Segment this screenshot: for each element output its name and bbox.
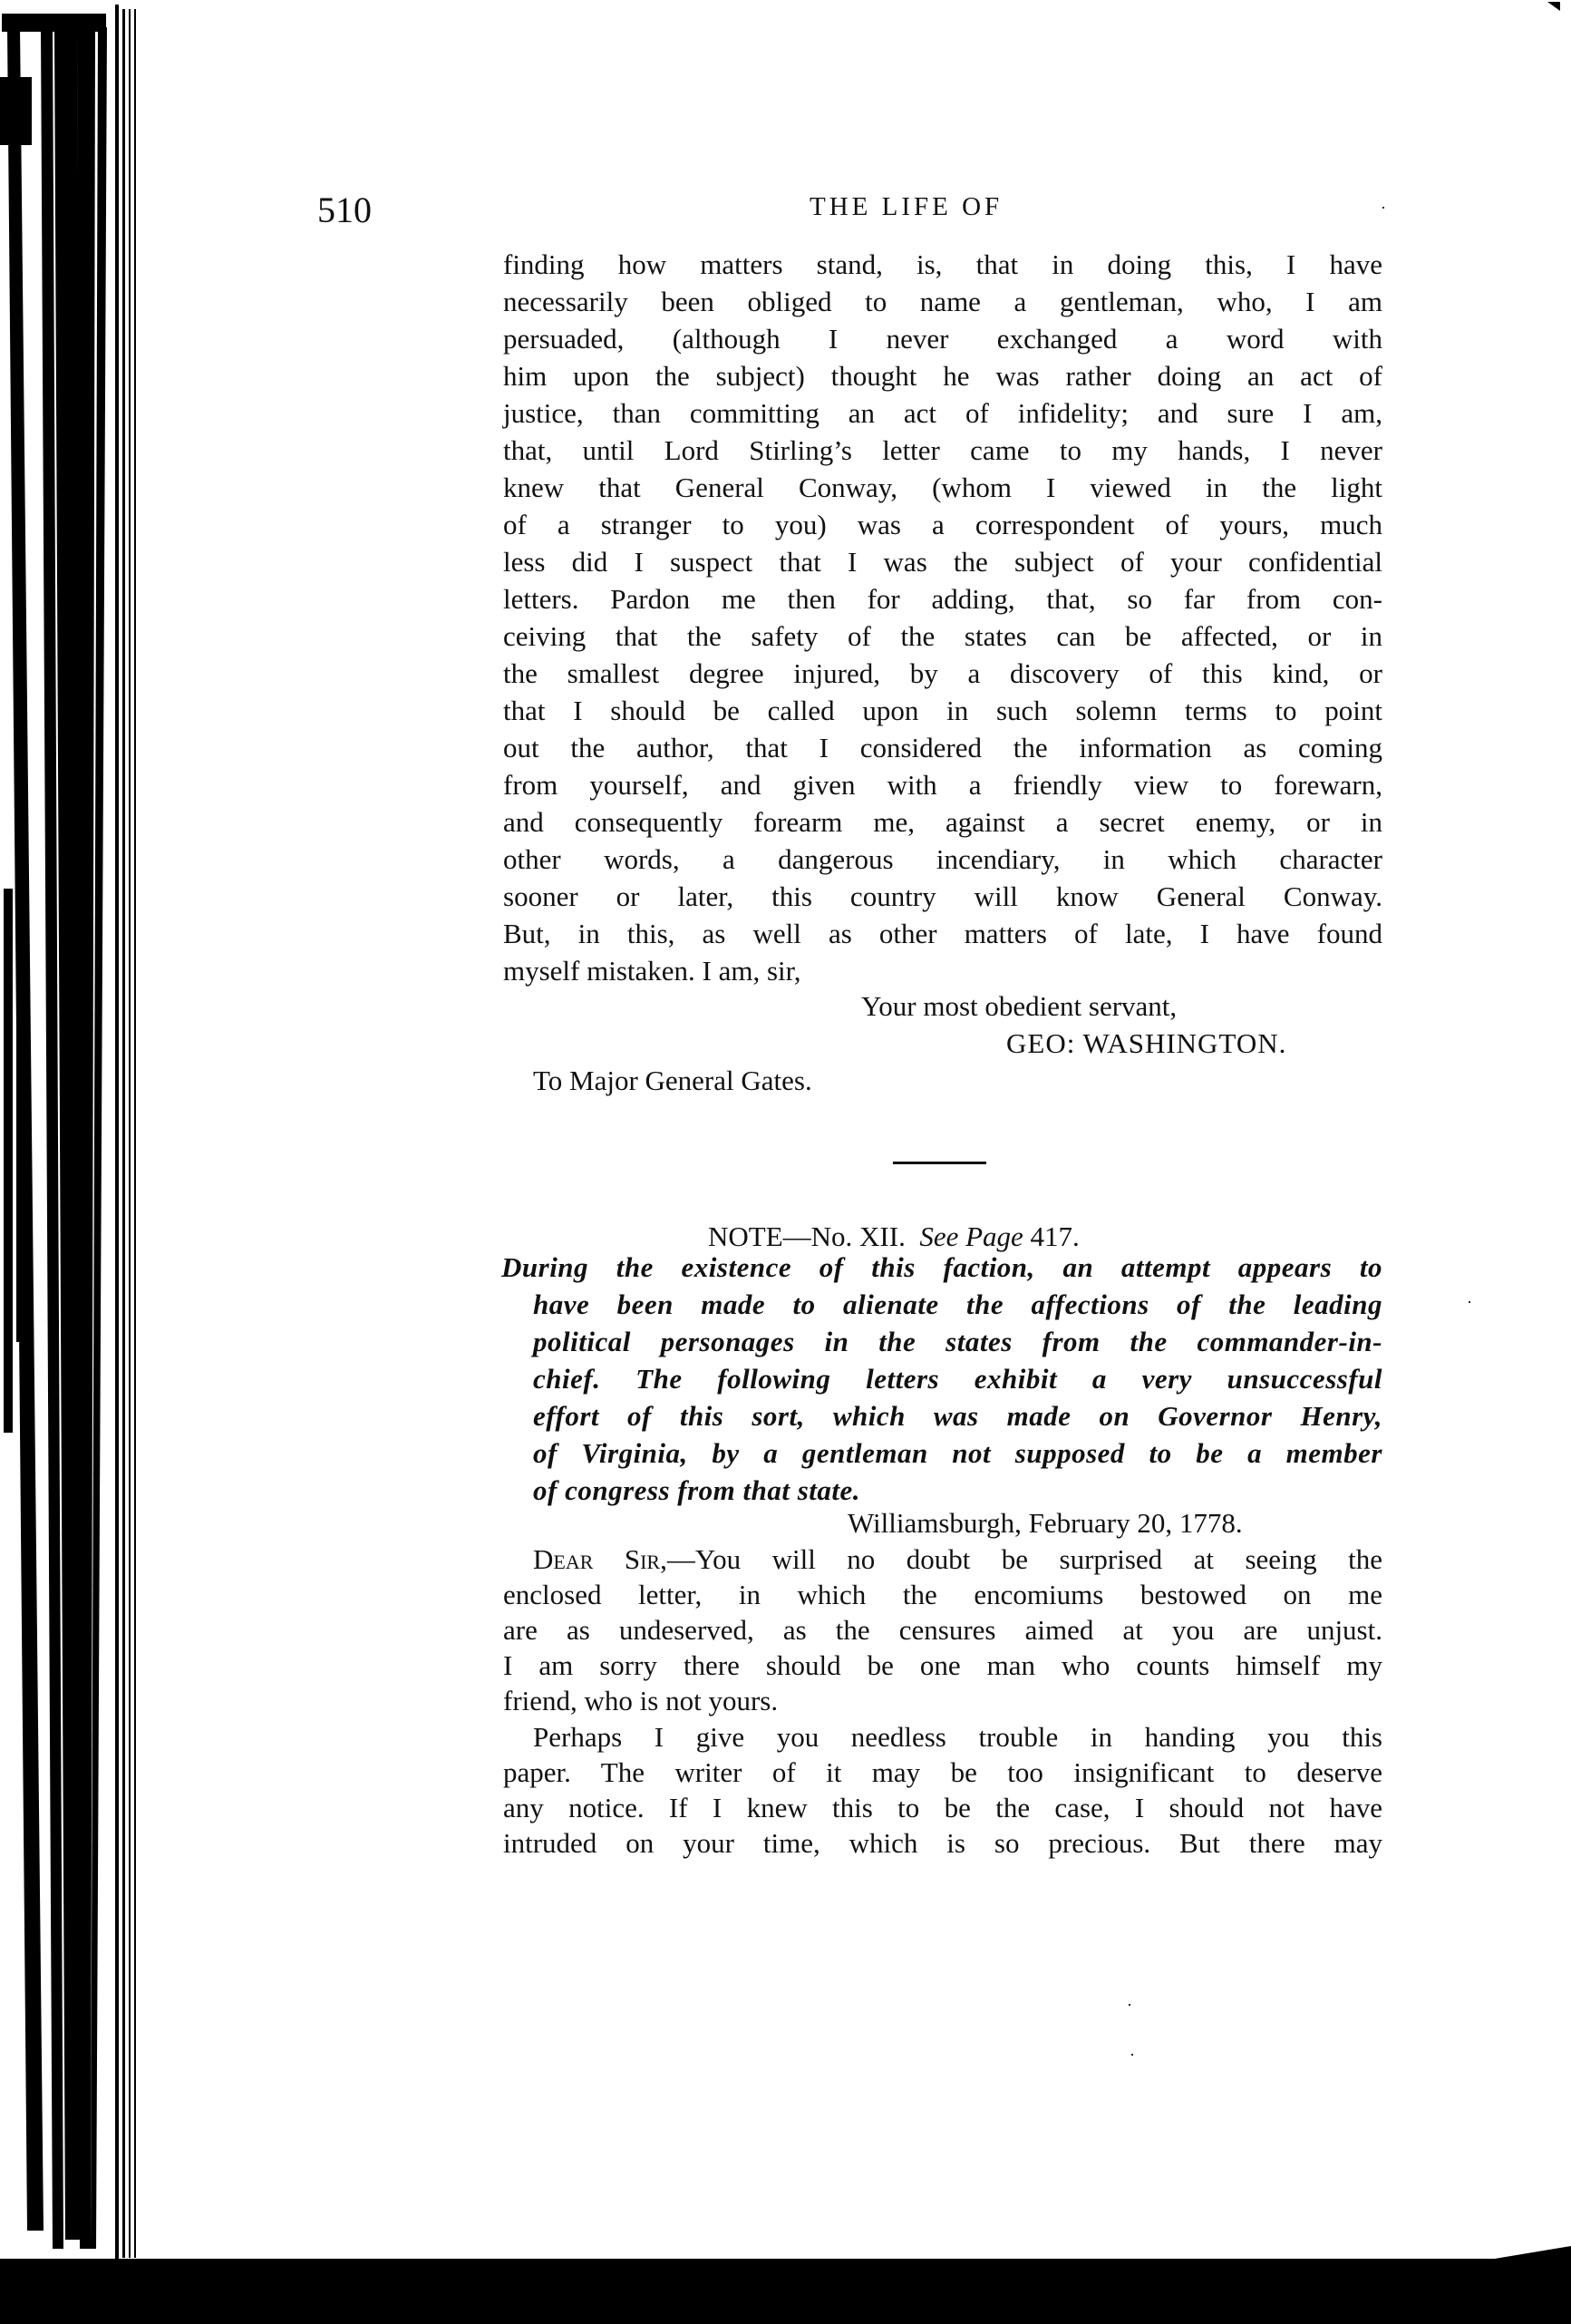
note-heading	[708, 1220, 1080, 1253]
text-line: any notice. If I knew this to be the case, I should not have	[503, 1792, 1382, 1823]
scan-speck	[1469, 1301, 1470, 1303]
text-line: that, until Lord Stirling’s letter came to my hands, I never	[503, 434, 1382, 466]
text-line: and consequently forearm me, against a secret enemy, or in	[503, 806, 1382, 838]
text-line: necessarily been obliged to name a gentleman, who, I am	[503, 286, 1382, 317]
scan-corner-mark	[1547, 2, 1560, 11]
scan-bottom-edge-corner	[1462, 2246, 1571, 2264]
letter-salutation: Dear Sir,	[533, 1543, 667, 1575]
text-line: persuaded, (although I never exchanged a word with	[503, 323, 1382, 355]
letter-addressee: To Major General Gates.	[533, 1065, 812, 1096]
text-line: myself mistaken. I am, sir,	[503, 955, 801, 987]
text-line: political personages in the states from the commander-in-	[533, 1326, 1382, 1357]
text-line: out the author, that I considered the information as coming	[503, 732, 1382, 763]
text-line: intruded on your time, which is so precious. But there may	[503, 1827, 1382, 1859]
text-line: from yourself, and given with a friendly view to forewarn,	[503, 769, 1382, 801]
text-line: finding how matters stand, is, that in doing this, I have	[503, 248, 1382, 280]
text-line: enclosed letter, in which the encomiums bestowed on me	[503, 1579, 1382, 1610]
text-line: knew that General Conway, (whom I viewed in the light	[503, 472, 1382, 503]
scan-speck	[1382, 207, 1384, 209]
letter-dateline: Williamsburgh, February 20, 1778.	[848, 1507, 1243, 1539]
text-line: that I should be called upon in such solemn terms to point	[503, 695, 1382, 726]
text-line: ceiving that the safety of the states can be affected, or in	[503, 620, 1382, 652]
letter-closing: Your most obedient servant,	[861, 990, 1178, 1022]
note-see-page-label: See Page	[919, 1220, 1023, 1252]
text-line: friend, who is not yours.	[503, 1685, 779, 1716]
section-divider	[893, 1162, 986, 1164]
text-line: letters. Pardon me then for adding, that, so far from con-	[503, 583, 1382, 615]
text-line: Perhaps I give you needless trouble in handing you this	[533, 1721, 1382, 1753]
text-line: are as undeserved, as the censures aimed at you are unjust.	[503, 1614, 1382, 1646]
text-line: justice, than committing an act of infidelity; and sure I am,	[503, 397, 1382, 429]
text-line: paper. The writer of it may be too insignificant to deserve	[503, 1756, 1382, 1788]
text-line: of Virginia, by a gentleman not supposed to be a member	[533, 1437, 1382, 1469]
scan-speck	[1129, 2004, 1130, 2006]
note-title: NOTE—No. XII.	[708, 1220, 906, 1252]
text-line: During the existence of this faction, an attempt appears to	[501, 1251, 1382, 1283]
scan-speck	[1131, 2054, 1133, 2056]
text-line: other words, a dangerous incendiary, in which character	[503, 843, 1382, 875]
text-line: of a stranger to you) was a correspondent of yours, much	[503, 509, 1382, 540]
text-line: have been made to alienate the affections of the leading	[533, 1288, 1382, 1320]
text-line: the smallest degree injured, by a discovery of this kind, or	[503, 657, 1382, 689]
text-line: effort of this sort, which was made on Governor Henry,	[533, 1400, 1382, 1432]
book-page-edges	[0, 0, 145, 2324]
text-line-rest: —You will no doubt be surprised at seeing the	[666, 1543, 1382, 1575]
text-line	[533, 1541, 1382, 1578]
text-line: I am sorry there should be one man who counts himself my	[503, 1649, 1382, 1681]
letter-signature: GEO: WASHINGTON.	[1006, 1027, 1287, 1059]
text-line: But, in this, as well as other matters of late, I have found	[503, 918, 1382, 949]
text-line: chief. The following letters exhibit a very unsuccessful	[533, 1363, 1382, 1395]
scan-bottom-edge	[0, 2259, 1571, 2324]
note-see-page-number: 417.	[1030, 1220, 1080, 1252]
text-line: sooner or later, this country will know General Conway.	[503, 880, 1382, 912]
text-line: less did I suspect that I was the subject of your confidential	[503, 546, 1382, 578]
page-number: 510	[317, 190, 372, 230]
text-line: him upon the subject) thought he was rather doing an act of	[503, 360, 1382, 392]
text-line: of congress from that state.	[533, 1474, 861, 1506]
running-head: THE LIFE OF	[810, 192, 1004, 221]
